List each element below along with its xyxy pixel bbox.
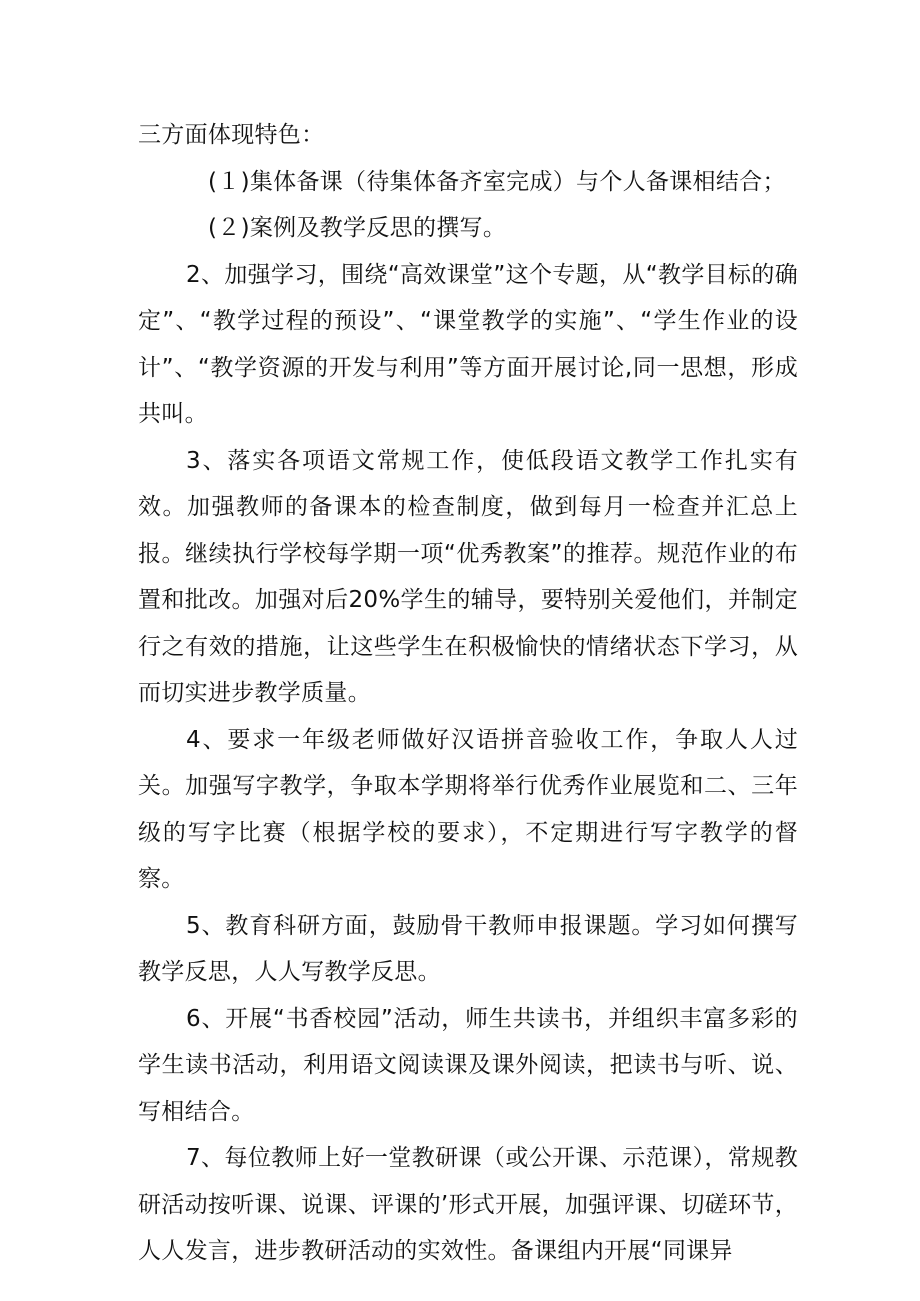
- paragraph-point-4: 4、要求一年级老师做好汉语拼音验收工作，争取人人过关。加强写字教学，争取本学期将举行优秀作业展览和二、三年级的写字比赛（根据学校的要求），不定期进行写字教学的督察。: [138, 726, 798, 892]
- paragraph-point-7: 7、每位教师上好一堂教研课（或公开课、示范课），常规教研活动按听课、说课、评课的’形式开展，加强评课、切磋环节，人人发言，进步教研活动的实效性。备课组内开展“同课异: [138, 1145, 799, 1264]
- document-body: [138, 112, 798, 1275]
- paragraph-item-2: (２)案例及教学反思的撰写。: [208, 215, 507, 241]
- paragraph-point-3: 3、落实各项语文常规工作，使低段语文教学工作扎实有效。加强教师的备课本的检查制度，做到每月一检查并汇总上报。继续执行学校每学期一项“优秀教案”的推荐。规范作业的布置和批改。加强对后20%学生的辅导，要特别关爱他们，并制定行之有效的措施，让这些学生在积极愉快的情绪状态下学习，从而切实进步教学质量。: [138, 447, 798, 706]
- paragraph-item-1: (１)集体备课（待集体备齐室完成）与个人备课相结合；: [208, 168, 786, 195]
- paragraph-point-5: 5、教育科研方面，鼓励骨干教师申报课题。学习如何撰写教学反思，人人写教学反思。: [138, 912, 798, 985]
- paragraph-intro: 三方面体现特色：: [138, 122, 325, 148]
- paragraph-point-2: 2、加强学习，围绕“高效课堂”这个专题，从“教学目标的确定”、“教学过程的预设”、“课堂教学的实施”、“学生作业的设计”、“教学资源的开发与利用”等方面开展讨论,同一思想，形成共叫。: [138, 261, 798, 427]
- paragraph-point-6: 6、开展“书香校园”活动，师生共读书，并组织丰富多彩的学生读书活动，利用语文阅读课及课外阅读，把读书与听、说、写相结合。: [138, 1005, 798, 1125]
